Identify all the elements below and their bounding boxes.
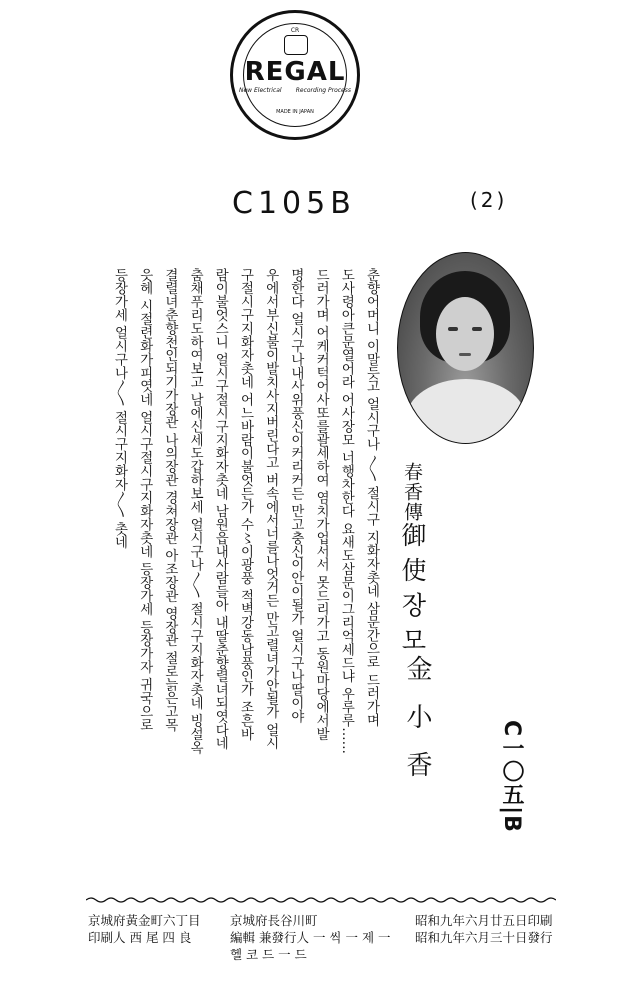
lyric-line: 도사령아큰문열어라 어사장모 너행차한다 요새도삼문이그리억세드냐 우루루……	[338, 268, 354, 755]
portrait-face	[436, 297, 494, 371]
logo-subtitle	[239, 87, 351, 94]
wavy-divider	[86, 896, 556, 904]
imprint-publisher-address: 京城府長谷川町	[230, 913, 318, 928]
lyric-line: 람이불엇스니 얼시구절시구지화자촛네 남원읍내사람들아 내딸춘향렬녀되엿다네	[212, 268, 228, 750]
lyric-line: 구절시구지화자촛네 어느바람이불엇든가 수〻이광풍 적벽강동남풍인가 조흔바	[237, 268, 253, 741]
imprint-publisher	[230, 912, 391, 963]
imprint-print-date: 昭和九年六月廿五日印刷	[415, 913, 553, 928]
logo-sub-right: Recording Process	[295, 87, 351, 94]
imprint-printer-name: 印刷人 西 尾 四 良	[88, 930, 192, 945]
song-title	[400, 462, 425, 662]
lyrics-block	[82, 268, 384, 872]
logo-brand: REGAL	[244, 57, 346, 87]
portrait-body	[406, 379, 526, 444]
regal-logo	[230, 10, 360, 140]
record-number: C105B	[232, 186, 356, 221]
logo-top-text: CR	[290, 27, 300, 34]
singer-portrait	[397, 252, 534, 444]
song-title-small: 春香傳	[401, 462, 423, 522]
imprint-dates	[415, 912, 553, 946]
song-title-main: 御使장모	[398, 522, 427, 662]
portrait-eye-right	[472, 327, 482, 331]
imprint-publisher-company: 헬 코 드 一 드	[230, 947, 307, 962]
imprint-printer	[88, 912, 201, 946]
singer-name: 金小香	[402, 655, 432, 799]
portrait-eye-left	[448, 327, 458, 331]
lyric-line: 우에서부신불이발치사지버린다고 버속에서너를나엇거든 만고렬녀가안될가 얼시	[263, 268, 279, 750]
imprint-issue-date: 昭和九年六月三十日發行	[415, 930, 553, 945]
imprint-printer-address: 京城府黃金町六丁目	[88, 913, 201, 928]
lyric-line: 드러가며 어케커턱어사또를괄세하여 염치가업서서 못드리가고 동원마당에서발	[313, 268, 329, 741]
lyric-line: 명한다 얼시구나내사위풍신이커리커든 만고충신이안이될가 얼시구나딸이야	[288, 268, 304, 723]
lyric-line: 춘향어머니 이말듯고 얼시구나 〳〵 절시구 지화자촛네 삼문간으로 드러가며	[364, 268, 379, 727]
logo-sub-left: New Electrical	[239, 87, 282, 94]
catalog-number: C一〇五|B	[499, 720, 524, 833]
imprint-publisher-name: 編輯 兼發行人 一 씩 一 제 一	[230, 930, 391, 945]
lyric-line: 결렬녀춘향천인되기가장관 나의장관 경쳐장관 아조장관 영장관 절로늙은고목	[162, 268, 178, 732]
lyric-line: 등장가세 얼시구나〳〵 절시구지화자〳〵 촛네	[111, 268, 127, 549]
lyric-line: 춤채푸리도하여보고 남에신세도갑하보세 얼시구나〳〵 절시구지화자촛네 빙설옥	[187, 268, 203, 755]
lyric-line: 읏헤 시절련화가피엿네 얼시구절시구지화자촛네 등장가세 등장가자 귀국으로	[137, 268, 153, 732]
logo-badge-icon	[284, 35, 308, 55]
side-number: (2)	[470, 188, 508, 212]
logo-bottom-text: MADE IN JAPAN	[276, 109, 314, 115]
portrait-mouth	[459, 353, 471, 356]
